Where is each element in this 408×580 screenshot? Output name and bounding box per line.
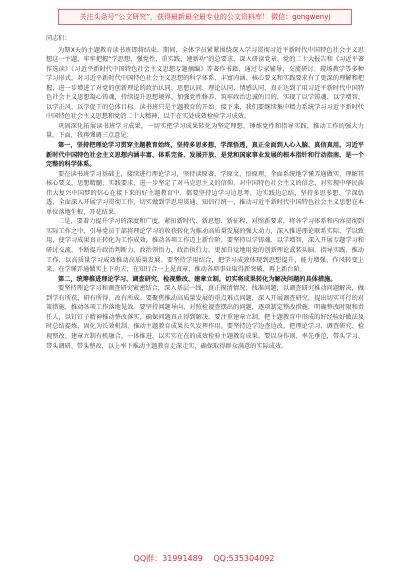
paragraph: 第二，统筹推进理论学习、调查研究、检视整改、建章立制，切实将成果转化为解决问题的具体措施。 <box>58 275 337 283</box>
paragraph: 要坚持理论学习和调查研究紧密结合，深入基层一线，真正摸清情况、找准问题，以调查研究推动问题解决，做到学有所获、研有所得、改有所成。要聚焦推动高质量发展的重点难点问题，深入开展调查研究，提出切实可行的对策措施，推动各项工作落地见效。要坚持问题导向，对照检视查摆出的问题，逐项制定整改措施，明确整改时限和责任人，以钉钉子精神推动整改落实，确保问题真正得到解决。要注重建章立制，把主题教育中形成的好经验好做法及时总结提炼，固化为长效机制，推动主题教育成果长久发挥作用。要坚持边学边查边改，把理论学习、调查研究、检视整改、建章立制有机融合、一体推进，以实实在在的成效检验主题教育成果。要以身作则、率先垂范，带头学习、带头调研、带头整改，以上率下推动主题教育走深走实，确保取得群众满意的实际成效。 <box>46 285 364 350</box>
qq-group-text: QQ群：31991489 <box>133 554 203 563</box>
paragraph: 巩固深化拓展读书班学习成果，一切实把学习成果转化为坚定理想、锤炼党性和指导实践、推动工作的强大力量。下面，我再强调三点意见： <box>46 122 364 140</box>
contact-footer <box>0 553 408 564</box>
paragraph-list <box>46 46 364 352</box>
paragraph: 二是，要着力提升学习的深度和广度，紧扣新时代、新思想、新征程，对照新要求，将各学习体系和内容贯彻到实际工作之中，引导党员干部将理论学习的收获转化为推动高质量发展的强大动力，深入推进理论联系实际、学以致用，使学习成果真正转化为工作成效，推动各项工作迈上新台阶。要坚持以学铸魂、以学增智，深入开展专题学习和研讨交流，不断提升政治判断力、政治领悟力、政治执行力，更加自觉地用党的创新理论武装头脑、指导实践、推动工作，以高质量学习成效推动高质量发展。要坚持学用结合，把学习成效体现到思想提升、能力增强、作风转变上来，在学懂弄通做实上下功夫，在知行合一上见真章，推动各项事业取得新突破、再上新台阶。 <box>46 218 364 274</box>
qq-number-text: QQ:535304092 <box>213 554 275 563</box>
paragraph: 第一，坚持把理论学习贯穿主题教育始终，坚持多思多想、学深悟透，真正全面到人心入脑、真信真用。习近平新时代中国特色社会主义思想内涵丰富、体系完备、发展开放、是党和国家事业发展的根本指针和行动指南，是一个完整的科学体系。 <box>46 142 364 169</box>
promo-banner[interactable]: 关注头条号“公文研究”，获得最新最全最专业的公文资料库！ 微信：gongwenyj <box>58 9 352 25</box>
paragraph: 要在读书班学习基础上，接续进行理论学习，坚持读原著、学原文、悟原理，全面系统地学懂弄通做实，理解其核心要义、思想精髓、实践要求，进一步坚定了对马克思主义的信仰，对中国特色社会主义的信念，对实现中华民族伟大复兴中国梦的信心在接下来的好主题教育中，都要坚持边学习边思考、边实践边总结，坚持多思多想、学深悟透，全面深入开展学习贯彻工作，切实做到学思用贯通、知信行统一，推动习近平新时代中国特色社会主义思想在本单位落地生根、开花结果。 <box>46 170 364 216</box>
document-body <box>46 34 364 548</box>
paragraph: 为期X天的主题教育读书班即将结束。期间，全体学员紧紧围绕深入学习贯彻习近平新时代中国特色社会主义思想这一主题，牢牢把握“学思想、强党性、重实践、建新功”的总要求，深入研读党章、党的二十大报告和《习近平著作选读》《习近平新时代中国特色社会主义思想专题摘编》等著作书籍，通过专家辅导、交流研讨、现场教学等多种学习形式，对习近平新时代中国特色社会主义思想的科学体系、丰富内涵、核心要义和实践要求有了更深的理解和把握，进一步增进了对党的创新理论的政治认同、思想认同、理论认同、情感认同，真正达到了用习近平新时代中国特色社会主义思想凝心铸魂，持续提升思想境界、加强党性修养、筑牢政治忠诚的目的，实现了以学铸魂、以学增智、以学正风、以学促干的总体目标。读书班只是主题教育的开始。接下来，我们要继续集中精力系统学习习近平新时代中国特色社会主义思想和党的二十大精神，以干在实处成效检验学习成效。 <box>46 46 364 121</box>
greeting: 同志们： <box>46 35 71 42</box>
